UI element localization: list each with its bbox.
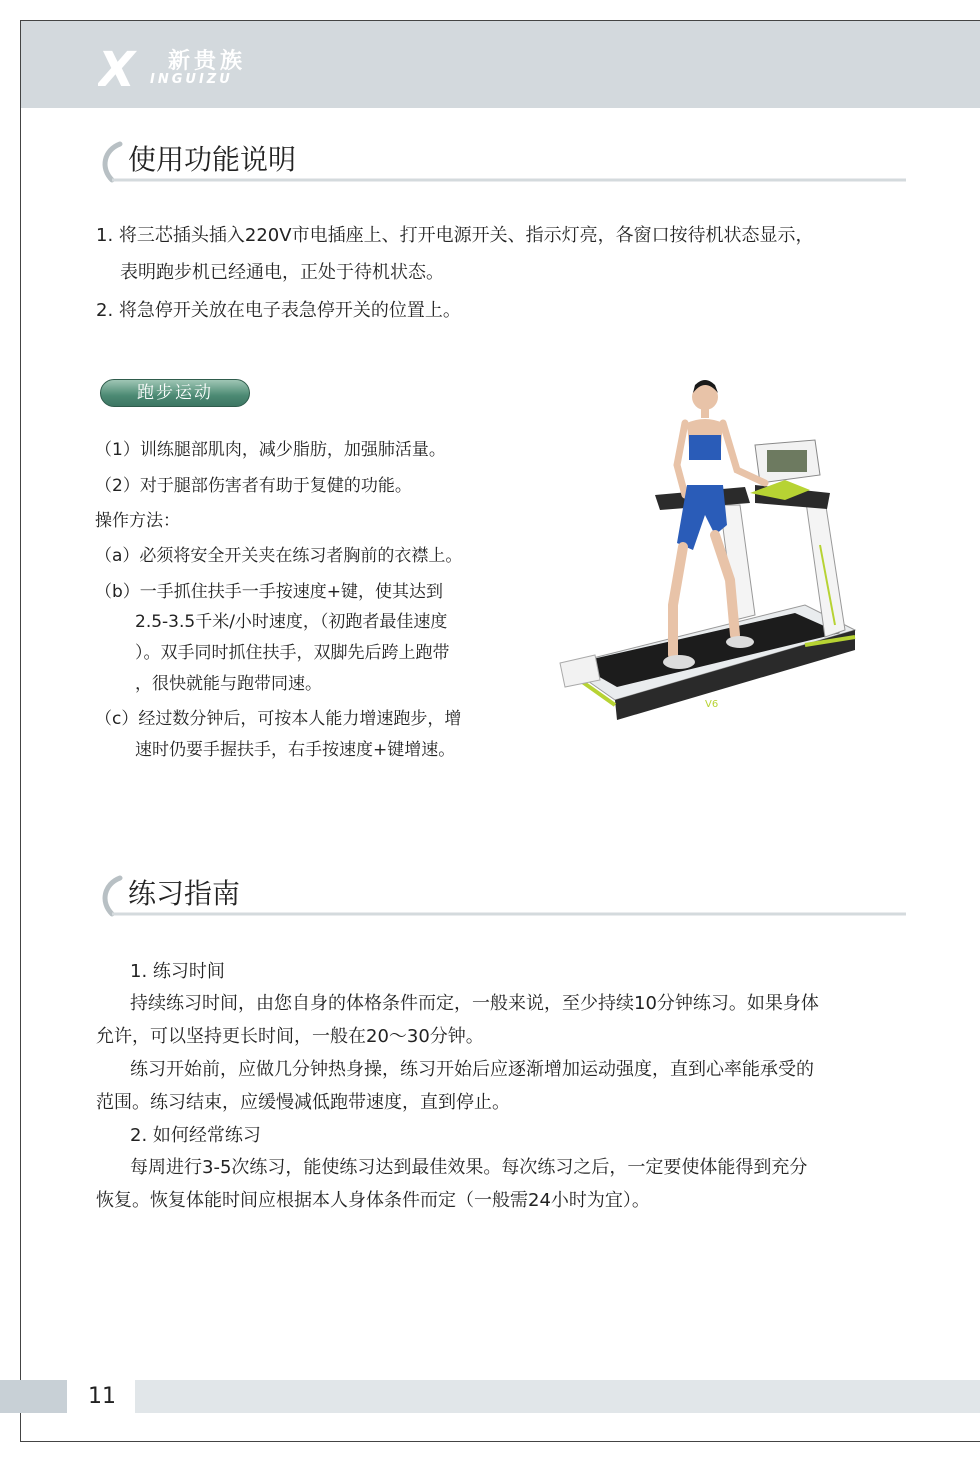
section-title-guide: 练习指南 xyxy=(128,877,241,910)
benefit-2: （2）对于腿部伤害者有助于复健的功能。 xyxy=(95,476,412,496)
running-badge: 跑步运动 xyxy=(100,379,250,407)
guide-line: 范围。练习结束，应缓慢减低跑带速度，直到停止。 xyxy=(96,1092,510,1113)
section-title-usage: 使用功能说明 xyxy=(128,143,297,176)
step-b-cont-2: ）。双手同时抓住扶手，双脚先后跨上跑带 xyxy=(135,643,450,663)
usage-item-1-cont: 表明跑步机已经通电，正处于待机状态。 xyxy=(120,262,444,283)
step-b: （b）一手抓住扶手一手按速度+键，使其达到 xyxy=(95,582,444,602)
guide-line: 恢复。恢复体能时间应根据本人身体条件而定（一般需24小时为宜）。 xyxy=(96,1190,650,1211)
guide-line: 允许，可以坚持更长时间，一般在20～30分钟。 xyxy=(96,1026,484,1047)
guide-line: 持续练习时间，由您自身的体格条件而定，一般来说，至少持续10分钟练习。如果身体 xyxy=(130,993,819,1014)
method-label: 操作方法： xyxy=(95,511,180,531)
guide-heading-1: 1. 练习时间 xyxy=(130,961,225,982)
guide-heading-2: 2. 如何经常练习 xyxy=(130,1125,261,1146)
step-c-cont: 速时仍要手握扶手，右手按速度+键增速。 xyxy=(135,740,456,760)
usage-item-2: 2. 将急停开关放在电子表急停开关的位置上。 xyxy=(96,300,461,321)
logo-chinese-text: 新贵族 xyxy=(168,49,247,74)
benefit-1: （1）训练腿部肌肉，减少脂肪，加强肺活量。 xyxy=(95,440,446,460)
step-c: （c）经过数分钟后，可按本人能力增速跑步，增 xyxy=(95,709,462,729)
treadmill-photo xyxy=(555,375,865,725)
step-b-cont-3: ，很快就能与跑带同速。 xyxy=(135,674,322,694)
usage-item-1: 1. 将三芯插头插入220V市电插座上、打开电源开关、指示灯亮，各窗口按待机状态显示， xyxy=(96,225,814,246)
footer-band-left xyxy=(0,1380,67,1413)
guide-line: 练习开始前，应做几分钟热身操，练习开始后应逐渐增加运动强度，直到心率能承受的 xyxy=(130,1059,814,1080)
step-b-cont-1: 2.5-3.5千米/小时速度，（初跑者最佳速度 xyxy=(135,612,448,632)
logo-english-text: INGUIZU xyxy=(150,72,233,87)
step-a: （a）必须将安全开关夹在练习者胸前的衣襟上。 xyxy=(95,546,463,566)
page-number: 11 xyxy=(88,1384,116,1409)
guide-line: 每周进行3-5次练习，能使练习达到最佳效果。每次练习之后，一定要使体能得到充分 xyxy=(130,1157,808,1178)
treadmill-model-label: V6 xyxy=(705,699,719,710)
logo-mark: X xyxy=(98,42,136,92)
footer-band-right xyxy=(135,1380,980,1413)
